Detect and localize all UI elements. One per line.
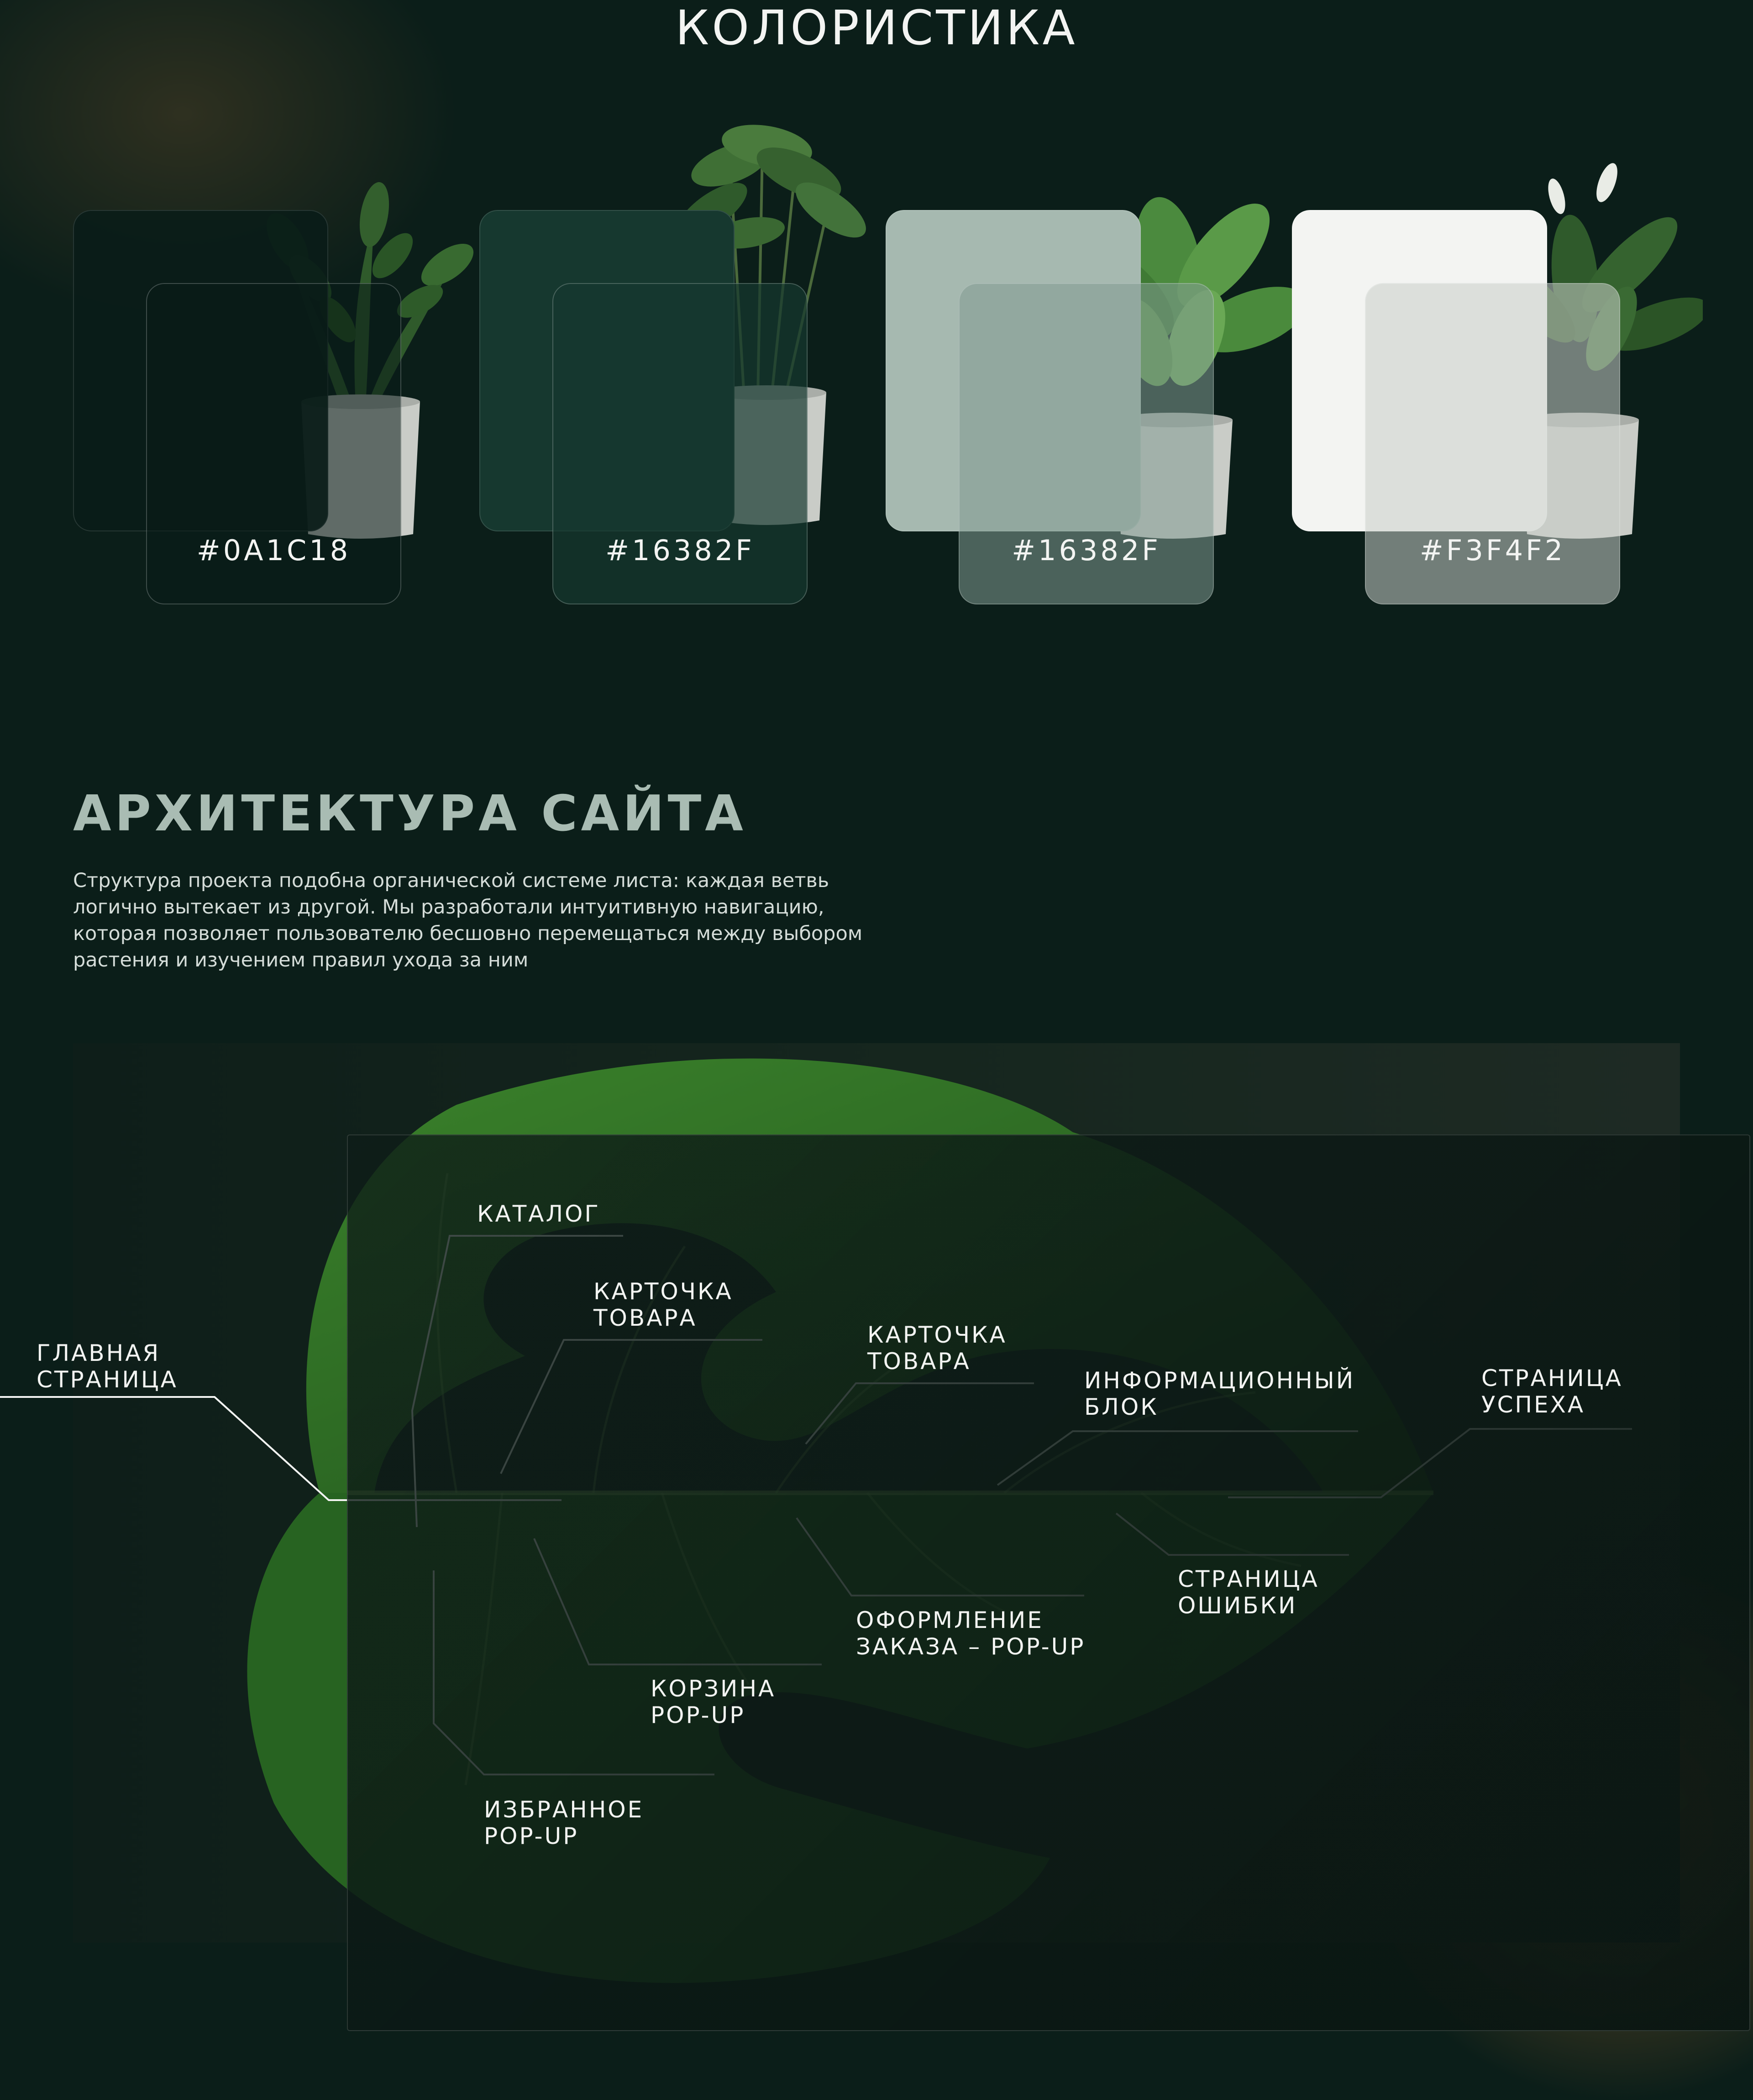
node-product-card-2: КАРТОЧКА ТОВАРА [867,1322,1007,1375]
swatch-hex-label: #16382F [1012,534,1161,567]
architecture-description: Структура проекта подобна органической системе листа: каждая ветвь логично вытекает из другой. Мы разработали интуитивную навигацию, которая позволяет пользователю бесшовно перемещаться между выбором растения и изучением правил ухода за ним [73,869,863,971]
site-architecture-diagram [0,1036,1753,2032]
node-favorites-popup: ИЗБРАННОЕ POP-UP [484,1796,644,1849]
node-success-page: СТРАНИЦА УСПЕХА [1481,1365,1623,1418]
architecture-title: АРХИТЕКТУРА САЙТА [73,785,747,842]
swatch-front-card [552,283,808,604]
node-cart-popup: КОРЗИНА POP-UP [651,1675,776,1728]
swatch-front-card [146,283,401,604]
coloristics-title: КОЛОРИСТИКА [675,0,1078,56]
swatch-hex-label: #16382F [605,534,755,567]
node-home-page: ГЛАВНАЯ СТРАНИЦА [37,1340,178,1393]
swatch-hex-label: #F3F4F2 [1419,534,1566,567]
color-swatch-4 [1292,119,1703,603]
node-checkout-popup: ОФОРМЛЕНИЕ ЗАКАЗА – POP-UP [856,1607,1086,1660]
node-info-block: ИНФОРМАЦИОННЫЙ БЛОК [1084,1367,1355,1420]
diagram-front-glass-panel [347,1134,1750,2031]
node-product-card-1: КАРТОЧКА ТОВАРА [593,1278,733,1331]
swatch-front-card [959,283,1214,604]
node-error-page: СТРАНИЦА ОШИБКИ [1178,1566,1319,1619]
color-swatch-2 [479,119,890,603]
node-catalog: КАТАЛОГ [477,1201,600,1227]
swatch-front-card [1365,283,1620,604]
swatch-hex-label: #0A1C18 [196,534,351,567]
color-swatch-1 [73,119,484,603]
color-swatch-3 [886,119,1296,603]
